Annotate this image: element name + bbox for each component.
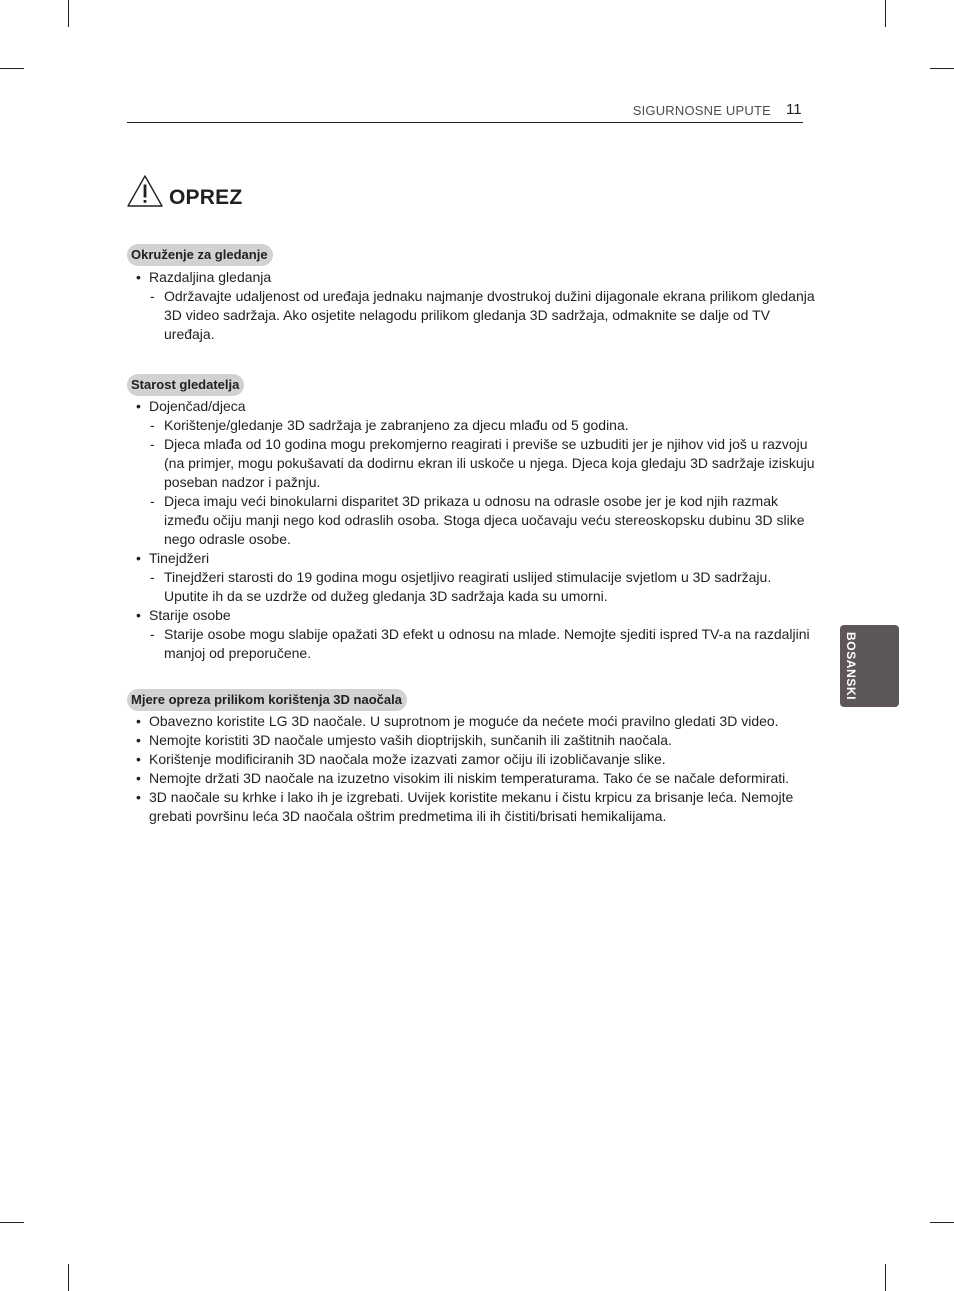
warning-triangle-icon [126,174,164,208]
section-title-viewing-environment: Okruženje za gledanje [127,244,273,266]
sub-list-item: - Održavajte udaljenost od uređaja jednaku najmanje dvostrukoj dužini dijagonale ekrana prilikom gledanja 3D video sadržaja. Ako osjetite nelagodu prilikom gledanja 3D sadržaja, odmaknite se dalje od TV uređaja. [127,287,817,344]
header-rule [127,122,803,123]
list-item: • Nemojte držati 3D naočale na izuzetno visokim ili niskim temperaturama. Tako će se načale deformirati. [127,769,817,788]
running-header-title: SIGURNOSNE UPUTE [632,103,771,118]
sub-list-item: - Djeca imaju veći binokularni disparitet 3D prikaza u odnosu na odrasle osobe jer je kod njih razmak između očiju manji nego kod odraslih osoba. Stoga djeca uočavaju veću stereoskopsku dubinu 3D slike nego odrasle osobe. [127,492,817,549]
page-heading: OPREZ [169,186,243,209]
section-body-viewing-environment [127,268,817,344]
list-item: • Razdaljina gledanja [127,268,817,287]
sub-list-item: - Tinejdžeri starosti do 19 godina mogu osjetljivo reagirati uslijed stimulacije svjetlom u 3D sadržaju. Uputite ih da se uzdrže od dužeg gledanja 3D sadržaja kada su umorni. [127,568,817,606]
crop-mark [0,1222,24,1223]
list-item: • Starije osobe [127,606,817,625]
list-item: • Dojenčad/djeca [127,397,817,416]
crop-mark [930,68,954,69]
sub-list-item: - Djeca mlađa od 10 godina mogu prekomjerno reagirati i previše se uzbuditi jer je njihov vid još u razvoju (na primjer, mogu pokušavati da dodirnu ekran ili uskoče u njega. Djeca koja gledaju 3D sadržaje iziskuju poseban nadzor i pažnju. [127,435,817,492]
list-item: • Nemojte koristiti 3D naočale umjesto vaših dioptrijskih, sunčanih ili zaštitnih naočala. [127,731,817,750]
crop-mark [0,68,24,69]
section-body-3d-glasses-precautions [127,712,817,826]
crop-mark [885,1264,886,1291]
language-side-tab-label: BOSANSKI [844,631,858,701]
crop-mark [68,0,69,27]
page-number: 11 [786,101,802,118]
section-title-3d-glasses-precautions: Mjere opreza prilikom korištenja 3D naočala [127,689,407,711]
crop-mark [885,0,886,27]
sub-list-item: - Starije osobe mogu slabije opažati 3D efekt u odnosu na mlade. Nemojte sjediti ispred TV-a na razdaljini manjoj od preporučene. [127,625,817,663]
list-item: • Tinejdžeri [127,549,817,568]
section-title-viewer-age: Starost gledatelja [127,374,244,396]
sub-list-item: - Korištenje/gledanje 3D sadržaja je zabranjeno za djecu mlađu od 5 godina. [127,416,817,435]
crop-mark [930,1222,954,1223]
list-item: • 3D naočale su krhke i lako ih je izgrebati. Uvijek koristite mekanu i čistu krpicu za brisanje leća. Nemojte grebati površinu leća 3D naočala oštrim predmetima ili ih čistiti/brisati hemikalijama. [127,788,817,826]
list-item: • Korištenje modificiranih 3D naočala može izazvati zamor očiju ili izobličavanje slike. [127,750,817,769]
crop-mark [68,1264,69,1291]
list-item: • Obavezno koristite LG 3D naočale. U suprotnom je moguće da nećete moći pravilno gledati 3D video. [127,712,817,731]
section-body-viewer-age [127,397,817,663]
